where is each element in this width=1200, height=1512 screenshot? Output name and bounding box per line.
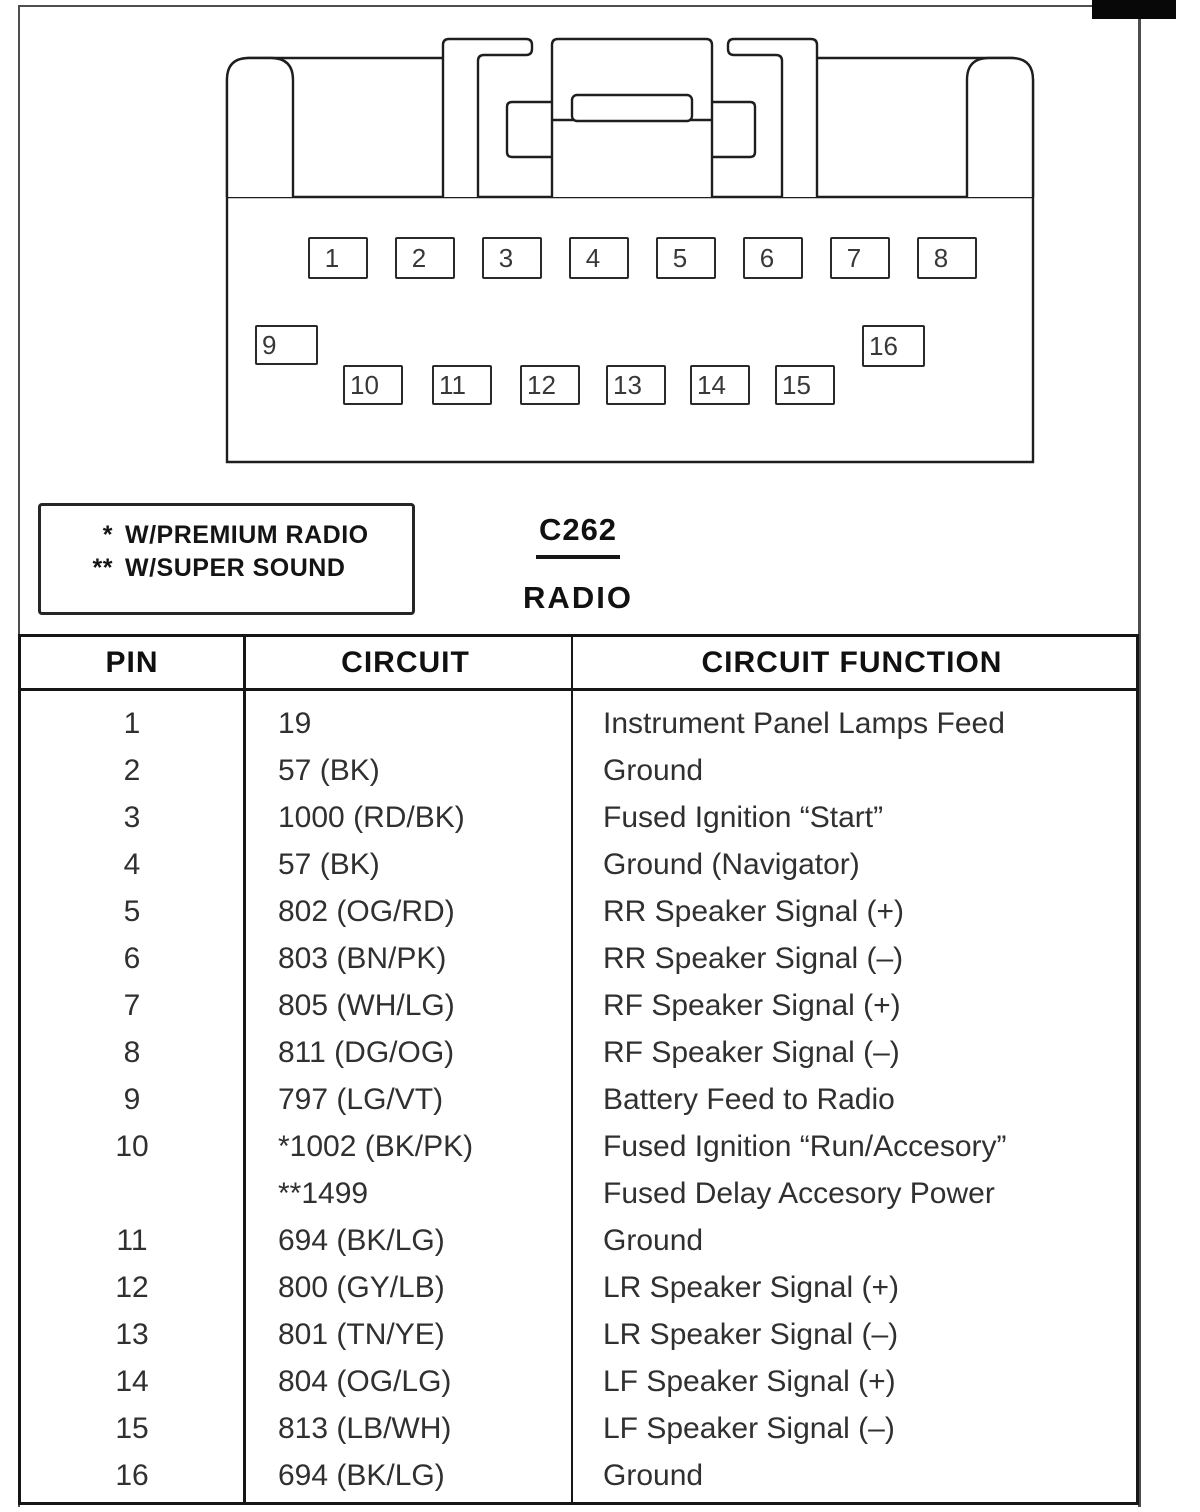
latch-collar-left [507, 102, 552, 157]
pin-number: 1 [324, 242, 340, 273]
table-body [21, 691, 1136, 1499]
connector-ear-left [227, 58, 293, 197]
circuit-function-cell: Ground [603, 1223, 704, 1257]
circuit-function-cell: Fused Ignition “Run/Accesory” [603, 1129, 1007, 1163]
circuit-function-cell: Ground [603, 753, 704, 787]
legend-line-supersound [41, 552, 412, 585]
table-row [21, 1264, 1136, 1311]
pin-box-8 [917, 237, 977, 279]
circuit-function-cell: RR Speaker Signal (+) [603, 894, 904, 928]
circuit-cell: **1499 [278, 1176, 369, 1210]
pin-number: 12 [527, 369, 556, 400]
legend-marker: * [102, 521, 113, 549]
latch-cap [572, 95, 692, 121]
table-row [21, 1170, 1136, 1217]
circuit-function-cell: Fused Ignition “Start” [603, 800, 884, 834]
pin-cell: 11 [116, 1223, 148, 1257]
pin-number: 15 [782, 369, 811, 400]
column-header-circuit-function: CIRCUIT FUNCTION [701, 645, 1003, 679]
table-row [21, 700, 1136, 747]
circuit-cell: 801 (TN/YE) [278, 1317, 445, 1351]
pin-number: 13 [613, 369, 642, 400]
table-row [21, 1029, 1136, 1076]
pin-cell: 2 [123, 753, 141, 787]
table-header-row [21, 637, 1136, 691]
circuit-cell: 811 (DG/OG) [278, 1035, 455, 1069]
pin-number: 16 [869, 330, 898, 361]
pin-cell: 12 [115, 1270, 149, 1304]
pin-box-3 [482, 237, 542, 279]
pin-number: 3 [498, 242, 514, 273]
legend-label: W/PREMIUM RADIO [125, 521, 369, 549]
pin-box-12 [520, 365, 580, 405]
circuit-function-cell: LR Speaker Signal (–) [603, 1317, 899, 1351]
column-header-circuit: CIRCUIT [341, 645, 470, 679]
legend-marker: ** [92, 554, 113, 582]
pin-cell: 3 [123, 800, 141, 834]
pin-number: 11 [439, 369, 466, 400]
table-row [21, 841, 1136, 888]
circuit-function-cell: RF Speaker Signal (+) [603, 988, 901, 1022]
circuit-cell: 57 (BK) [278, 847, 380, 881]
connector-id: C262 [536, 512, 620, 559]
table-row [21, 747, 1136, 794]
table-row [21, 1076, 1136, 1123]
pin-number: 2 [411, 242, 427, 273]
pin-number: 7 [846, 242, 862, 273]
pin-cell: 16 [115, 1458, 149, 1492]
pin-cell: 14 [115, 1364, 149, 1398]
table-row [21, 794, 1136, 841]
latch-bracket-left [443, 39, 532, 197]
pin-number: 4 [585, 242, 601, 273]
pin-cell: 7 [123, 988, 141, 1022]
pin-box-7 [830, 237, 890, 279]
pin-number: 6 [759, 242, 775, 273]
pin-box-9 [255, 325, 318, 365]
pin-box-13 [606, 365, 666, 405]
column-header-pin: PIN [105, 645, 159, 679]
table-row [21, 1311, 1136, 1358]
circuit-cell: 1000 (RD/BK) [278, 800, 465, 834]
connector-name: RADIO [523, 580, 633, 615]
circuit-function-cell: Ground (Navigator) [603, 847, 860, 881]
pin-number: 8 [933, 242, 949, 273]
column-divider-2 [571, 637, 574, 1502]
pin-number: 9 [262, 329, 277, 360]
circuit-cell: 804 (OG/LG) [278, 1364, 452, 1398]
pin-number: 10 [350, 369, 379, 400]
circuit-cell: 802 (OG/RD) [278, 894, 455, 928]
legend-label: W/SUPER SOUND [125, 554, 346, 582]
circuit-cell: *1002 (BK/PK) [278, 1129, 474, 1163]
circuit-function-cell: LF Speaker Signal (+) [603, 1364, 896, 1398]
table-row [21, 1358, 1136, 1405]
legend-line-premium [41, 519, 412, 552]
table-row [21, 888, 1136, 935]
circuit-cell: 800 (GY/LB) [278, 1270, 445, 1304]
pin-box-16 [862, 325, 925, 367]
circuit-function-cell: LF Speaker Signal (–) [603, 1411, 895, 1445]
circuit-function-cell: Battery Feed to Radio [603, 1082, 895, 1116]
circuit-cell: 803 (BN/PK) [278, 941, 447, 975]
pin-box-11 [432, 365, 492, 405]
connector-title-block [463, 512, 693, 616]
pin-cell: 15 [115, 1411, 149, 1445]
pin-box-2 [395, 237, 455, 279]
circuit-cell: 805 (WH/LG) [278, 988, 455, 1022]
pin-box-5 [656, 237, 716, 279]
pin-cell: 1 [123, 706, 141, 740]
circuit-function-cell: Ground [603, 1458, 704, 1492]
pin-box-4 [569, 237, 629, 279]
circuit-function-cell: Instrument Panel Lamps Feed [603, 706, 1005, 740]
circuit-function-cell: RR Speaker Signal (–) [603, 941, 904, 975]
pin-box-10 [343, 365, 403, 405]
latch-collar-right [712, 102, 755, 157]
pin-cell: 5 [123, 894, 141, 928]
circuit-cell: 797 (LG/VT) [278, 1082, 444, 1116]
circuit-cell: 813 (LB/WH) [278, 1411, 452, 1445]
circuit-function-cell: RF Speaker Signal (–) [603, 1035, 900, 1069]
pin-cell: 9 [123, 1082, 141, 1116]
legend-box [38, 503, 415, 615]
table-row [21, 1217, 1136, 1264]
pin-cell: 8 [123, 1035, 141, 1069]
pin-box-6 [743, 237, 803, 279]
circuit-function-cell: Fused Delay Accesory Power [603, 1176, 995, 1210]
table-row [21, 982, 1136, 1029]
circuit-cell: 19 [278, 706, 312, 740]
pin-box-14 [690, 365, 750, 405]
circuit-cell: 694 (BK/LG) [278, 1223, 445, 1257]
pin-box-1 [308, 237, 368, 279]
table-row [21, 1405, 1136, 1452]
pinout-table [18, 634, 1139, 1505]
connector-ear-right [967, 58, 1033, 197]
pin-cell: 13 [115, 1317, 149, 1351]
table-row [21, 1123, 1136, 1170]
latch-bracket-right [728, 39, 817, 197]
pin-cell: 4 [123, 847, 141, 881]
pin-cell: 6 [123, 941, 141, 975]
pin-cell: 10 [115, 1129, 149, 1163]
table-row [21, 935, 1136, 982]
circuit-cell: 694 (BK/LG) [278, 1458, 445, 1492]
circuit-cell: 57 (BK) [278, 753, 380, 787]
pin-number: 14 [697, 369, 726, 400]
column-divider-1 [243, 637, 246, 1502]
pin-number: 5 [672, 242, 688, 273]
pin-box-15 [775, 365, 835, 405]
table-row [21, 1452, 1136, 1499]
circuit-function-cell: LR Speaker Signal (+) [603, 1270, 899, 1304]
